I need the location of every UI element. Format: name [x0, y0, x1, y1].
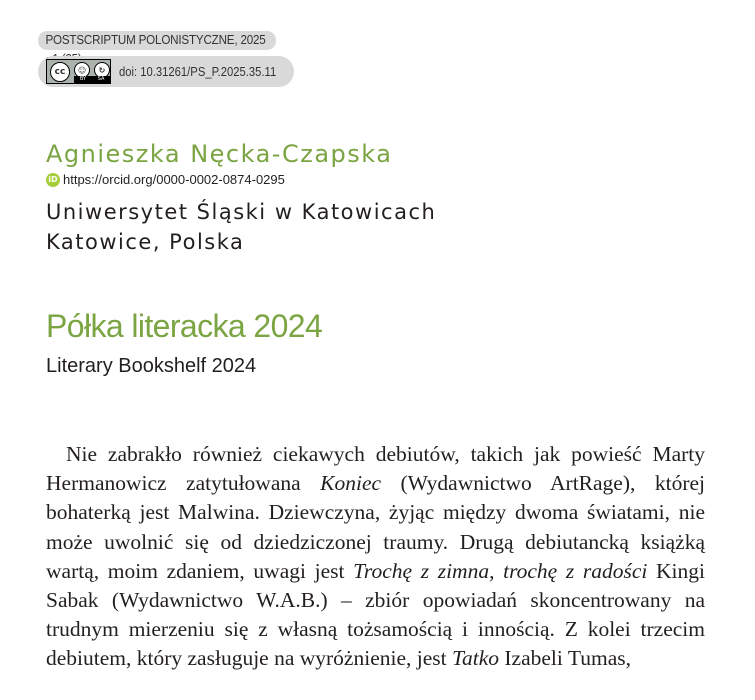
body-text-2: (Wydawnictwo ArtRage), której bohaterką jest Malwina. Dziewczyna, żyjąc między dwoma światami, nie może uwolnić się od dziedziczonej traumy. Drugą debiutancką książką wartą, moim zdaniem, uwagi jest: [46, 471, 705, 583]
article-title-pl: Półka literacka 2024: [46, 308, 323, 344]
orcid-link[interactable]: https://orcid.org/0000-0002-0874-0295: [63, 172, 285, 187]
book-title-troche: Trochę z zimna, trochę z radości: [353, 558, 648, 583]
sa-label: SA: [97, 76, 105, 82]
affiliation-city: Katowice, Polska: [46, 230, 245, 254]
license-strip: [74, 76, 110, 83]
doi-link[interactable]: doi: 10.31261/PS_P.2025.35.11: [119, 64, 277, 79]
cc-icon: cc: [50, 62, 70, 82]
sa-icon: ↻: [94, 62, 110, 78]
affiliation-university: Uniwersytet Śląski w Katowicach: [46, 200, 437, 224]
orcid-icon: iD: [46, 173, 60, 187]
book-title-tatko: Tatko: [452, 646, 499, 671]
body-text-1: Nie zabrakło również ciekawych debiutów, takich jak powieść Marty Hermanowicz zatytułowana: [46, 442, 705, 496]
journal-citation: POSTSCRIPTUM POLONISTYCZNE, 2025: [45, 33, 266, 47]
orcid-line: [46, 172, 285, 187]
author-name: Agnieszka Nęcka-Czapska: [46, 140, 393, 168]
body-text-3: Kingi Sabak (Wydawnictwo W.A.B.) – zbiór opowiadań skoncentrowany na trudnym mierzeniu się z własną tożsamością i innością. Z kolei trzecim debiutem, który zasługuje na wyróżnienie, jest: [46, 558, 706, 671]
body-text-4: Izabeli Tumas,: [499, 646, 631, 671]
cc-license-badge[interactable]: [46, 59, 111, 84]
by-label: BY: [79, 76, 87, 82]
journal-header-pill: [38, 31, 276, 50]
body-paragraph: [46, 440, 705, 674]
article-title-en: Literary Bookshelf 2024: [46, 355, 257, 377]
doi-license-pill: [38, 56, 294, 87]
by-icon: ☺: [74, 62, 90, 78]
book-title-koniec: Koniec: [320, 471, 382, 496]
